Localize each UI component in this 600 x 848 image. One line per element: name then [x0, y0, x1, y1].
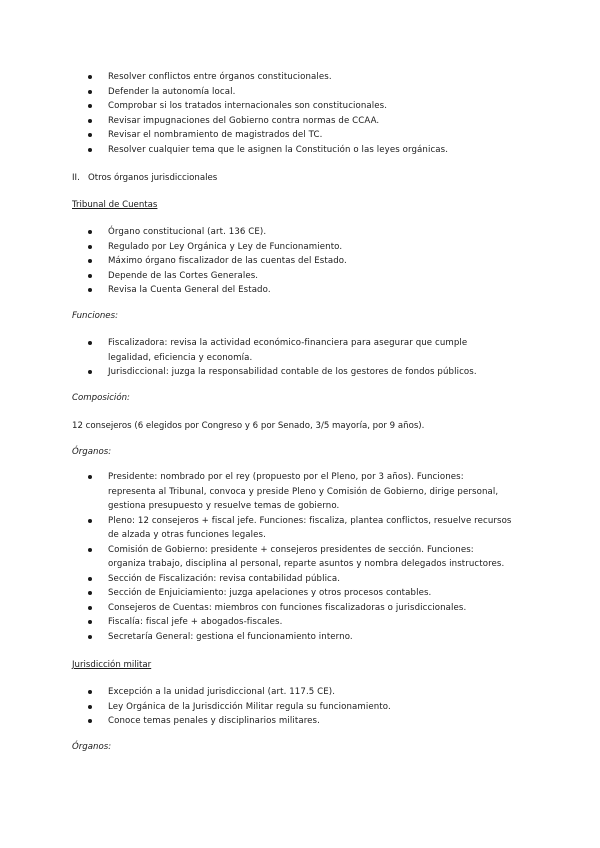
list-item: Comprobar si los tratados internacionales son constitucionales. [0, 99, 600, 114]
list-item: Órgano constitucional (art. 136 CE). [0, 225, 600, 240]
list-item: Revisa la Cuenta General del Estado. [0, 283, 600, 298]
list-item: Sección de Enjuiciamiento: juzga apelaciones y otros procesos contables. [0, 586, 600, 601]
label-funciones: Funciones: [72, 311, 118, 321]
list-item: Sección de Fiscalización: revisa contabilidad pública. [0, 572, 600, 587]
section-heading [0, 172, 600, 184]
subheading-tribunal: Tribunal de Cuentas [72, 200, 158, 210]
list-item: Fiscalizadora: revisa la actividad económico-financiera para asegurar que cumple legalidad, eficiencia y economía. [0, 336, 600, 365]
list-item: Jurisdiccional: juzga la responsabilidad contable de los gestores de fondos públicos. [0, 365, 600, 380]
subheading-militar: Jurisdicción militar [72, 660, 152, 670]
label-organos-militar: Órganos: [72, 742, 112, 752]
section-number: II. [72, 173, 80, 183]
list-funciones [0, 336, 600, 380]
section-title: Otros órganos jurisdiccionales [88, 173, 218, 183]
list-item: Secretaría General: gestiona el funcionamiento interno. [0, 630, 600, 645]
list-item: Depende de las Cortes Generales. [0, 269, 600, 284]
list-item: Consejeros de Cuentas: miembros con funciones fiscalizadoras o jurisdiccionales. [0, 601, 600, 616]
list-militar [0, 685, 600, 729]
list-organos [0, 470, 600, 644]
list-item: Resolver cualquier tema que le asignen la Constitución o las leyes orgánicas. [0, 143, 600, 158]
list-item: Conoce temas penales y disciplinarios militares. [0, 714, 600, 729]
label-composicion: Composición: [72, 393, 130, 403]
list-item: Excepción a la unidad jurisdiccional (art. 117.5 CE). [0, 685, 600, 700]
list-tribunal [0, 225, 600, 298]
list-item: Revisar el nombramiento de magistrados del TC. [0, 128, 600, 143]
list-tc-competencias [0, 70, 600, 157]
list-item: Revisar impugnaciones del Gobierno contra normas de CCAA. [0, 114, 600, 129]
composicion-text: 12 consejeros (6 elegidos por Congreso y 6 por Senado, 3/5 mayoría, por 9 años). [72, 421, 425, 431]
list-item: Presidente: nombrado por el rey (propuesto por el Pleno, por 3 años). Funciones: representa al Tribunal, convoca y preside Pleno y Comisión de Gobierno, dirige personal, gestiona presupuesto y resuelve temas de gobierno. [0, 470, 600, 514]
list-item: Defender la autonomía local. [0, 85, 600, 100]
list-item: Máximo órgano fiscalizador de las cuentas del Estado. [0, 254, 600, 269]
list-item: Fiscalía: fiscal jefe + abogados-fiscales. [0, 615, 600, 630]
label-organos: Órganos: [72, 447, 112, 457]
list-item: Resolver conflictos entre órganos constitucionales. [0, 70, 600, 85]
list-item: Regulado por Ley Orgánica y Ley de Funcionamiento. [0, 240, 600, 255]
list-item: Pleno: 12 consejeros + fiscal jefe. Funciones: fiscaliza, plantea conflictos, resuelve recursos de alzada y otras funciones legales. [0, 514, 600, 543]
list-item: Comisión de Gobierno: presidente + consejeros presidentes de sección. Funciones: organiza trabajo, disciplina al personal, reparte asuntos y nombra delegados instructores. [0, 543, 600, 572]
list-item: Ley Orgánica de la Jurisdicción Militar regula su funcionamiento. [0, 700, 600, 715]
